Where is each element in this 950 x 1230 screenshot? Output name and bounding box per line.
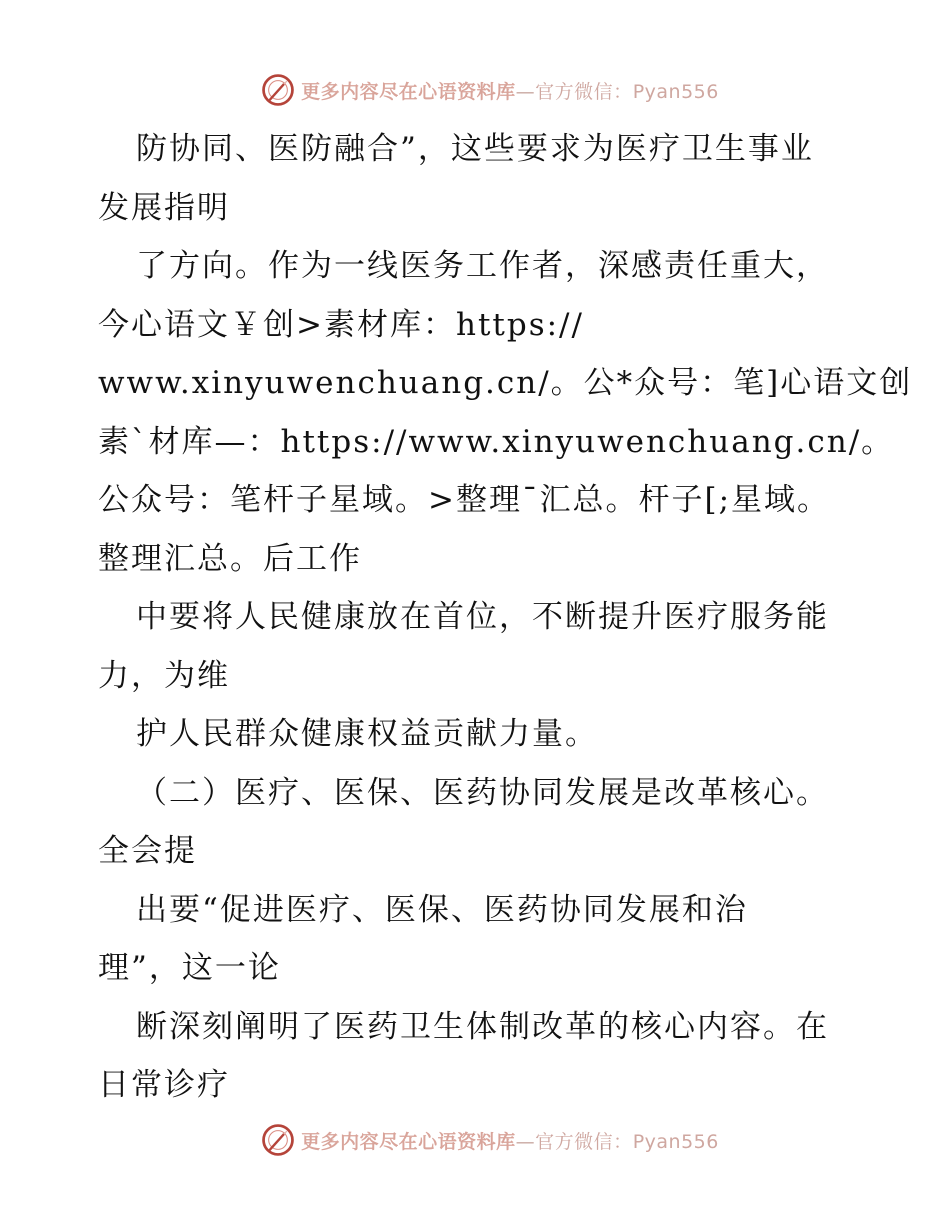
text-line: 中要将人民健康放在首位，不断提升医疗服务能 — [136, 599, 829, 635]
text-line: 理”，这一论 — [98, 950, 281, 986]
banner-main-text: 更多内容尽在心语资料库 — [301, 80, 516, 103]
text-line: www.xinyuwenchuang.cn/。公*众号：笔]心语文创 — [98, 365, 913, 401]
banner-wechat-label: 官方微信： — [535, 1130, 633, 1153]
text-line: 公众号：笔杆子星域。>整理¯汇总。杆子[;星域。 — [98, 482, 831, 518]
banner-dash: — — [515, 80, 536, 103]
text-line: 防协同、医防融合”，这些要求为医疗卫生事业 — [136, 131, 814, 167]
text-line: 今心语文￥创>素材库：https:// — [98, 306, 584, 343]
text-line: （二）医疗、医保、医药协同发展是改革核心。 — [136, 774, 829, 811]
pen-nib-logo-icon — [261, 73, 295, 107]
document-body — [98, 120, 913, 1115]
header-watermark-banner — [0, 70, 950, 110]
banner-text — [301, 77, 719, 104]
text-line: 护人民群众健康权益贡献力量。 — [136, 716, 598, 752]
text-line: 出要“促进医疗、医保、医药协同发展和治 — [136, 891, 748, 928]
text-line: 发展指明 — [98, 189, 230, 226]
banner-wechat-id: Pyan556 — [632, 80, 719, 103]
banner-main-text: 更多内容尽在心语资料库 — [301, 1130, 516, 1153]
pen-nib-logo-icon — [261, 1123, 295, 1157]
text-line: 素`材库—：https://www.xinyuwenchuang.cn/。 — [98, 423, 895, 460]
banner-wechat-label: 官方微信： — [535, 80, 633, 103]
text-line: 力，为维 — [98, 657, 230, 694]
text-line: 整理汇总。后工作 — [98, 540, 362, 577]
text-line: 全会提 — [98, 833, 197, 869]
banner-text — [301, 1127, 719, 1154]
text-line: 了方向。作为一线医务工作者，深感责任重大， — [136, 248, 829, 284]
text-line: 日常诊疗 — [98, 1067, 230, 1103]
banner-dash: — — [515, 1130, 536, 1153]
text-line: 断深刻阐明了医药卫生体制改革的核心内容。在 — [136, 1008, 829, 1045]
banner-wechat-id: Pyan556 — [632, 1130, 719, 1153]
footer-watermark-banner — [0, 1120, 950, 1160]
